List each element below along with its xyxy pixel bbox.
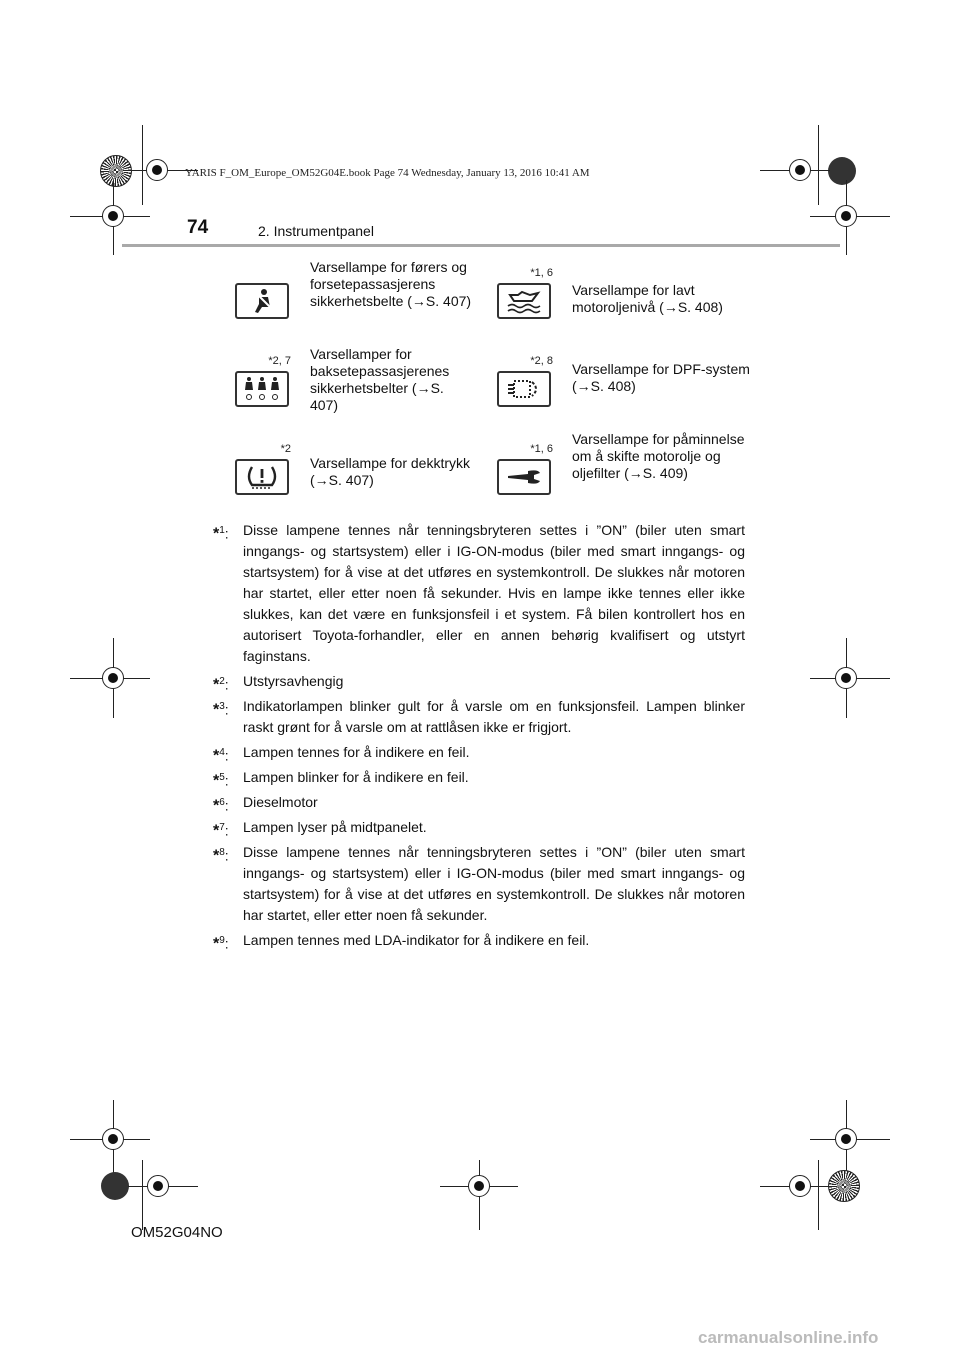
footnote-item: *$^2$: Utstyrsavhengig (213, 671, 745, 692)
footnote-text: Indikatorlampen blinker gult for å varsle om en funksjonsfeil. Lampen blinker raskt grønt for å varsle om at rattlåsen ikke er frigjort. (243, 698, 745, 735)
footnotes (213, 520, 745, 955)
footnote-text: Dieselmotor (243, 794, 318, 810)
registration-target-icon (102, 205, 124, 227)
header-rule (122, 244, 840, 247)
registration-target-icon (102, 667, 124, 689)
footnote-item: *$^8$: Disse lampene tennes når tenningsbryteren settes i ”ON” (biler uten smart inngangs- og startsystem) eller i IG-ON-modus (biler med smart inngangs- og startsystem) for å vise at det utføres en systemkontroll. De slukkes når motoren har startet, eller etter noen få sekunder. (213, 842, 745, 926)
footnote-item: *$^9$: Lampen tennes med LDA-indikator for å indikere en feil. (213, 930, 745, 951)
footnote-text: Lampen blinker for å indikere en feil. (243, 769, 469, 785)
footnote-ref: *2 (280, 443, 291, 455)
footnote-ref: *1, 6 (530, 443, 553, 455)
footnote-text: Disse lampene tennes når tenningsbryteren settes i ”ON” (biler uten smart inngangs- og startsystem) eller i IG-ON-modus (biler med smart inngangs- og startsystem) for å vise at det utføres en systemkontroll. De slukkes når motoren har startet, eller etter noen få sekunder. (243, 844, 745, 923)
footnote-item: *$^3$: Indikatorlampen blinker gult for å varsle om en funksjonsfeil. Lampen blinker raskt grønt for å varsle om at rattlåsen ikke er frigjort. (213, 696, 745, 738)
footnote-text: Utstyrsavhengig (243, 673, 344, 689)
table-row (213, 344, 758, 432)
light-description: Varsellampe for lavt motoroljenivå (→S. 408) (572, 282, 723, 315)
footnote-ref: *2, 8 (530, 355, 553, 367)
section-title: 2. Instrumentpanel (258, 223, 374, 239)
footnote-item: *$^6$: Dieselmotor (213, 792, 745, 813)
tire-pressure-icon (235, 459, 289, 495)
footnote-text: Lampen lyser på midtpanelet. (243, 819, 427, 835)
seatbelt-warning-icon (235, 283, 289, 319)
footnote-item: *$^5$: Lampen blinker for å indikere en feil. (213, 767, 745, 788)
table-row (213, 256, 758, 344)
icon-cell (475, 256, 557, 344)
registration-sunburst-icon (100, 155, 132, 187)
oil-level-icon (497, 283, 551, 319)
registration-target-icon (147, 1175, 169, 1197)
footnote-text: Lampen tennes med LDA-indikator for å indikere en feil. (243, 932, 590, 948)
light-description: Varsellamper for baksetepassasjerenes sikkerhetsbelter (→S. 407) (310, 346, 450, 413)
warning-light-table (213, 256, 758, 520)
icon-cell (213, 256, 295, 344)
dpf-system-icon (497, 371, 551, 407)
footnote-ref: *1, 6 (530, 267, 553, 279)
registration-sunburst-icon (828, 1170, 860, 1202)
icon-cell (475, 432, 557, 520)
footnote-item: *$^4$: Lampen tennes for å indikere en feil. (213, 742, 745, 763)
icon-cell (475, 344, 557, 432)
registration-target-icon (835, 667, 857, 689)
icon-cell (213, 344, 295, 432)
registration-dot-icon (828, 157, 856, 185)
registration-dot-icon (101, 1172, 129, 1200)
footnote-item: *$^1$: Disse lampene tennes når tenningsbryteren settes i ”ON” (biler uten smart inngangs- og startsystem) eller i IG-ON-modus (biler med smart inngangs- og startsystem) for å vise at det utføres en systemkontroll. De slukkes når motoren har startet, eller etter noen få sekunder. Hvis en lampe ikke tennes eller ikke slukkes, kan det være en funksjonsfeil i et system. Få bilen kontrollert hos en autorisert Toyota-forhandler, eller en annen behørig kvalifisert og utstyrt faginstans. (213, 520, 745, 667)
footnote-text: Disse lampene tennes når tenningsbryteren settes i ”ON” (biler uten smart inngangs- og startsystem) eller i IG-ON-modus (biler med smart inngangs- og startsystem) for å vise at det utføres en systemkontroll. De slukkes når motoren har startet, eller etter noen få sekunder. Hvis en lampe ikke tennes eller ikke slukkes, kan det være en funksjonsfeil i et system. Få bilen kontrollert hos en autorisert Toyota-forhandler, eller en annen behørig kvalifisert og utstyrt faginstans. (243, 522, 745, 664)
watermark: carmanualsonline.info (698, 1328, 879, 1347)
document-code: OM52G04NO (131, 1224, 223, 1241)
registration-target-icon (835, 205, 857, 227)
icon-cell (213, 432, 295, 520)
wrench-icon (497, 459, 551, 495)
registration-target-icon (146, 159, 168, 181)
light-description: Varsellampe for førers og forsetepassasjerens sikkerhetsbelte (→S. 407) (310, 259, 472, 309)
registration-target-icon (102, 1128, 124, 1150)
registration-target-icon (789, 1175, 811, 1197)
page-number: 74 (187, 217, 209, 238)
table-row (213, 432, 758, 520)
light-description: Varsellampe for påminnelse om å skifte motorolje og oljefilter (→S. 409) (572, 431, 745, 481)
footnote-item: *$^7$: Lampen lyser på midtpanelet. (213, 817, 745, 838)
registration-target-icon (835, 1128, 857, 1150)
light-description: Varsellampe for DPF-system (→S. 408) (572, 361, 750, 394)
light-description: Varsellampe for dekktrykk (→S. 407) (310, 455, 471, 488)
registration-target-icon (468, 1175, 490, 1197)
footnote-ref: *2, 7 (268, 355, 291, 367)
footnote-text: Lampen tennes for å indikere en feil. (243, 744, 470, 760)
book-info: YARIS F_OM_Europe_OM52G04E.book Page 74 Wednesday, January 13, 2016 10:41 AM (185, 167, 590, 179)
registration-target-icon (789, 159, 811, 181)
rear-seatbelt-icon (235, 371, 289, 407)
